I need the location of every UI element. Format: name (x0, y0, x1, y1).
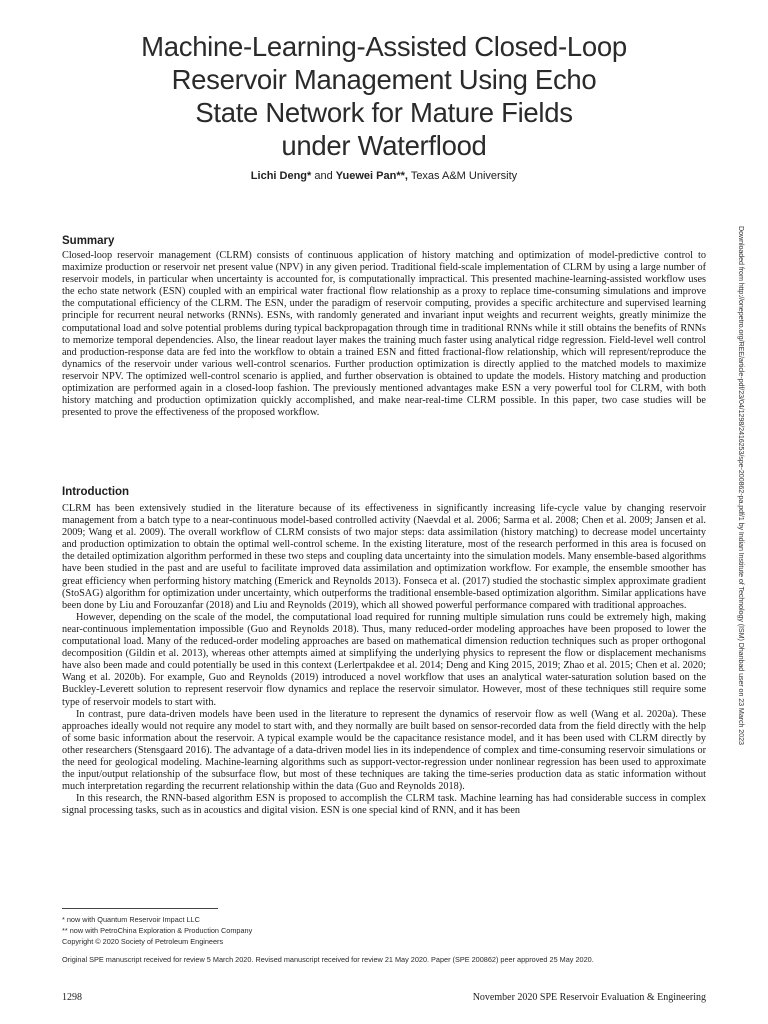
download-watermark: Downloaded from http://onepetro.org/REE/article-pdf/23/04/1298/2416253/spe-200862-pa.pdf/1 by Indian Institute of Technology (ISM) Dhanbad user on 23 March 2023 (737, 226, 746, 745)
intro-paragraph: CLRM has been extensively studied in the literature because of its effectiveness in significantly increasing life-cycle value by changing reservoir management from a batch type to a near-continuous model-based controlled activity (Naevdal et al. 2006; Sarma et al. 2008; Chen et al. 2009; Jansen et al. 2009; Wang et al. 2009). The overall workflow of CLRM consists of two major steps: data assimilation (history matching) to decrease model uncertainty and production optimization to obtain the optimal well-control scheme. In the existing literature, most of the research performed in this area is focused on the detailed optimization algorithm performed in these two steps and coupling data uncertainty into the simulation models. Many ensemble-based algorithms have been studied in the past and are useful to facilitate improved data assimilation and optimization workflow. For example, the ensemble smoother has great efficiency when performing history matching (Emerick and Reynolds 2013). Fonseca et al. (2017) studied the stochastic simplex approximate gradient (StoSAG) algorithm for optimization under uncertainty, which outperforms the traditional ensemble-based optimization algorithm. Similar applications have been done by Liu and Forouzanfar (2018) and Liu and Reynolds (2019), which all showed powerful performance compared with traditional approaches. (62, 503, 706, 611)
intro-paragraph: In this research, the RNN-based algorithm ESN is proposed to accomplish the CLRM task. Machine learning has had considerable success in complex signal processing tasks, such as in acoustics and digital vision. ESN is one special kind of RNN, and it has been (62, 793, 706, 817)
page-number: 1298 (62, 992, 82, 1003)
summary-paragraph: Closed-loop reservoir management (CLRM) consists of continuous application of history matching and optimization of model-predictive control to maximize production or reservoir net present value (NPV) in any given period. Traditional field-scale implementation of CLRM by using a large number of reservoir models, in particular when uncertainty is accounted for, is computationally impractical. This presented machine-learning-assisted workflow uses the echo state network (ESN) coupled with an empirical water fractional flow relationship as a proxy to replace time-consuming simulations and improve the computational efficiency of the CLRM. The ESN, under the paradigm of reservoir computing, provides a specific architecture and supervised learning principle for recurrent neural networks (RNNs). ESNs, with randomly generated and invariant input weights and recurrent weights, greatly minimize the computational load and solve potential problems during typical backpropagation through time in traditional RNNs while it still obtains the benefits of RNNs to memorize temporal dependencies. Also, the linear readout layer makes the training much faster using analytical ridge regression. Field-level well control and production-response data are fed into the workflow to obtain a trained ESN and fitted fractional-flow relationship, which will represent/reproduce the dynamics of the reservoir under various well-control scenarios. Further production optimization is directly applied to the matched models to maximize reservoir NPV. The optimized well-control scenario is applied, and further observation is obtained to update the models. History matching and production optimization are performed again in a closed-loop fashion. The previously mentioned advantages make ESN a very powerful tool for CLRM, with both history matching and production optimization quickly accomplished, and make near-real-time CLRM possible. In this paper, two case studies will be presented to prove the effectiveness of the proposed workflow. (62, 250, 706, 419)
title-line: under Waterflood (281, 130, 487, 161)
summary-heading: Summary (62, 235, 115, 247)
intro-paragraph: However, depending on the scale of the model, the computational load required for running multiple simulation runs could be extremely high, making near-continuous implementation impossible (Guo and Reynolds 2018). Thus, many reduced-order modeling approaches have been proposed to lower the computational load. Many of the reduced-order modeling approaches are based on mathematical dimension reduction techniques such as proper orthogonal decomposition (Gildin et al. 2013), whereas other attempts aimed at simplifying the underlying physics to represent the flow or displacement mechanisms have also been made and could potentially be used in this context (Lerlertpakdee et al. 2014; Deng and King 2015, 2019; Zhao et al. 2015; Chen et al. 2020; Wang et al. 2020b). For example, Guo and Reynolds (2019) introduced a novel workflow that uses an analytical water-saturation solution based on the Buckley-Leverett solution to represent reservoir flow dynamics and replace the reservoir simulator. However, most of these techniques still require some type of reservoir models to start with. (62, 611, 706, 708)
summary-body (62, 250, 706, 419)
journal-info: November 2020 SPE Reservoir Evaluation & Engineering (472, 992, 706, 1003)
footnote-affiliation-2: ** now with PetroChina Exploration & Production Company (62, 926, 253, 935)
introduction-body (62, 503, 706, 817)
author-conjunction: and (314, 170, 333, 182)
author-affiliation: Texas A&M University (410, 170, 518, 182)
copyright-notice: Copyright © 2020 Society of Petroleum Engineers (62, 937, 224, 946)
manuscript-history: Original SPE manuscript received for review 5 March 2020. Revised manuscript received for review 21 May 2020. Paper (SPE 200862) peer approved 25 May 2020. (62, 955, 594, 964)
author-line (0, 170, 768, 182)
introduction-heading: Introduction (62, 486, 130, 498)
author-name: Lichi Deng* (250, 170, 312, 182)
footnotes (62, 914, 712, 965)
footnote-affiliation-1: * now with Quantum Reservoir Impact LLC (62, 915, 200, 924)
author-name: Yuewei Pan**, (335, 170, 408, 182)
intro-paragraph: In contrast, pure data-driven models have been used in the literature to represent the dynamics of reservoir flow as well (Wang et al. 2020a). These approaches ideally would not require any model to start with, and they normally are built based on sensor-recorded data from the field directly with the help of some basic information about the reservoir. A typical example would be the capacitance resistance model, and it has been used with CLRM directly by other researchers (Stensgaard 2016). The advantage of a data-driven model lies in its independence of complex and time-consuming reservoir simulations or the need for geological modeling. Machine-learning algorithms such as support-vector-regression under nonlinear regression has been used to approximate the input/output relationship of the subsurface flow, but most of these techniques are taking the time-series production data as static information without much interpretation regarding the recurrent relationship within the data (Guo and Reynolds 2018). (62, 708, 706, 793)
article-title (60, 30, 708, 162)
title-line: Reservoir Management Using Echo (171, 64, 597, 95)
footnote-divider (62, 908, 218, 909)
title-line: Machine-Learning-Assisted Closed-Loop (141, 31, 627, 62)
title-line: State Network for Mature Fields (195, 97, 573, 128)
page-footer (62, 992, 706, 1006)
